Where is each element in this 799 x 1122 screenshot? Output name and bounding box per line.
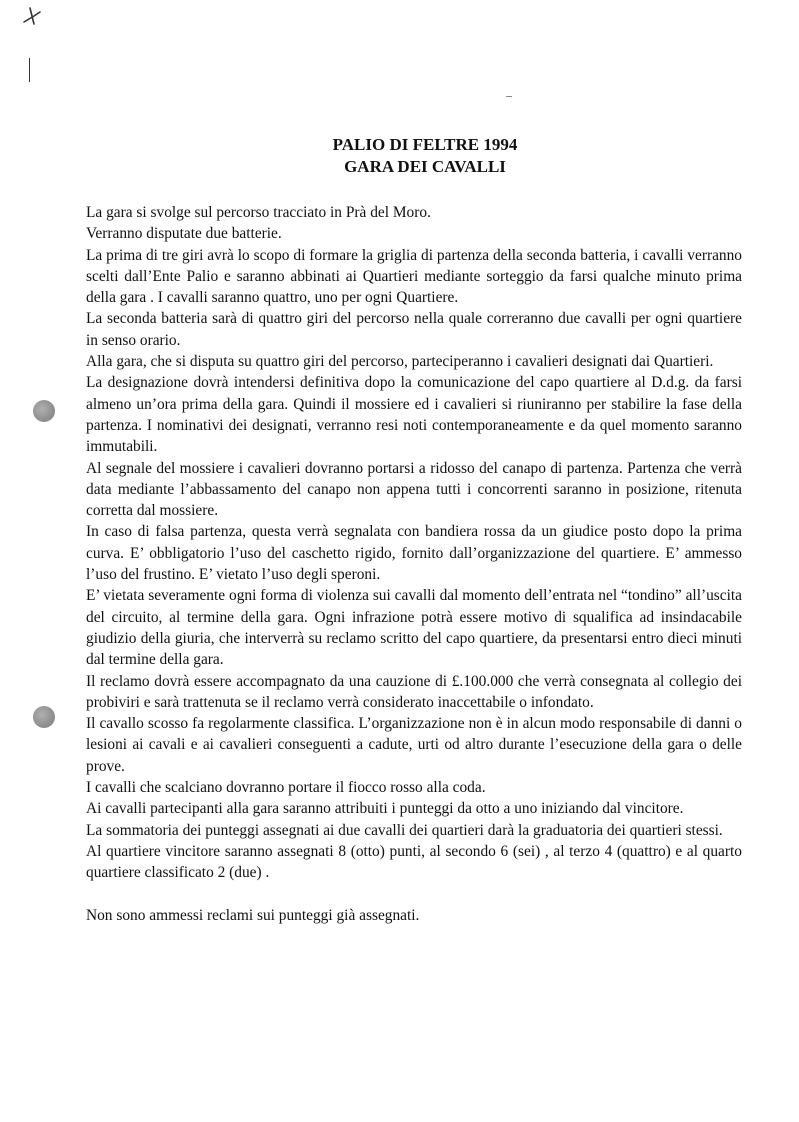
document-title <box>86 134 764 178</box>
punch-hole <box>33 706 55 728</box>
pen-mark-icon <box>20 4 50 30</box>
paragraph: Ai cavalli partecipanti alla gara saranno attribuiti i punteggi da otto a uno iniziando dal vincitore. <box>86 800 684 818</box>
paragraph: Al quartiere vincitore saranno assegnati 8 (otto) punti, al secondo 6 (sei) , al terzo 4 (quattro) e al quarto quartiere classificato 2 (due) . <box>86 842 742 882</box>
document-body <box>86 202 742 926</box>
paragraph: Verranno disputate due batterie. <box>86 225 282 243</box>
paragraph: La designazione dovrà intendersi definitiva dopo la comunicazione del capo quartiere al D.d.g. da farsi almeno un’ora prima della gara. Quindi il mossiere ed i cavalieri si riuniranno per stabilire la fase della partenza. I nominativi dei designati, verranno resi noti contemporaneamente e da quel momento saranno immutabili. <box>86 374 742 456</box>
paragraph: La prima di tre giri avrà lo scopo di formare la griglia di partenza della seconda batteria, i cavalli verranno scelti dall’Ente Palio e saranno abbinati ai Quartieri mediante sorteggio da farsi qualche minuto prima della gara . I cavalli saranno quattro, uno per ogni Quartiere. <box>86 246 742 307</box>
paragraph: Il reclamo dovrà essere accompagnato da una cauzione di £.100.000 che verrà consegnata al collegio dei probiviri e sarà trattenuta se il reclamo verrà considerato inaccettabile o infondato. <box>86 672 742 711</box>
paragraph: Al segnale del mossiere i cavalieri dovranno portarsi a ridosso del canapo di partenza. Partenza che verrà data mediante l’abbassamento del canapo non appena tutti i concorrenti saranno in posizione, ritenuta corretta dal mossiere. <box>86 459 742 520</box>
scan-speck <box>506 96 512 97</box>
paragraph: I cavalli che scalciano dovranno portare il fiocco rosso alla coda. <box>86 779 486 797</box>
punch-hole <box>33 400 55 422</box>
paragraph: La gara si svolge sul percorso tracciato in Prà del Moro. <box>86 204 431 221</box>
title-line-2: GARA DEI CAVALLI <box>344 157 506 176</box>
paragraph: E’ vietata severamente ogni forma di violenza sui cavalli dal momento dell’entrata nel “tondino” all’uscita del circuito, al termine della gara. Ogni infrazione potrà essere motivo di squalifica ad insindacabile giudizio della giuria, che interverrà su reclamo scritto del capo quartiere, da presentarsi entro dieci minuti dal termine della gara. <box>86 587 742 669</box>
margin-pen-stroke <box>29 58 30 82</box>
paragraph: Il cavallo scosso fa regolarmente classifica. L’organizzazione non è in alcun modo responsabile di danni o lesioni ai cavali e ai cavalieri conseguenti a cadute, urti od altro durante l’esecuzione della gara o delle prove. <box>86 715 742 775</box>
paragraph: La seconda batteria sarà di quattro giri del percorso nella quale correranno due cavalli per ogni quartiere in senso orario. <box>86 310 742 349</box>
title-line-1: PALIO DI FELTRE 1994 <box>332 135 518 154</box>
closing-note: Non sono ammessi reclami sui punteggi già assegnati. <box>86 906 420 924</box>
paragraph: La sommatoria dei punteggi assegnati ai due cavalli dei quartieri darà la graduatoria dei quartieri stessi. <box>86 821 723 839</box>
paragraph: In caso di falsa partenza, questa verrà segnalata con bandiera rossa da un giudice posto dopo la prima curva. E’ obbligatorio l’uso del caschetto rigido, fornito dall’organizzazione del quartiere. E’ ammesso l’uso del frustino. E’ vietato l’uso degli speroni. <box>86 523 742 584</box>
paragraph: Alla gara, che si disputa su quattro giri del percorso, parteciperanno i cavalieri designati dai Quartieri. <box>86 353 714 371</box>
